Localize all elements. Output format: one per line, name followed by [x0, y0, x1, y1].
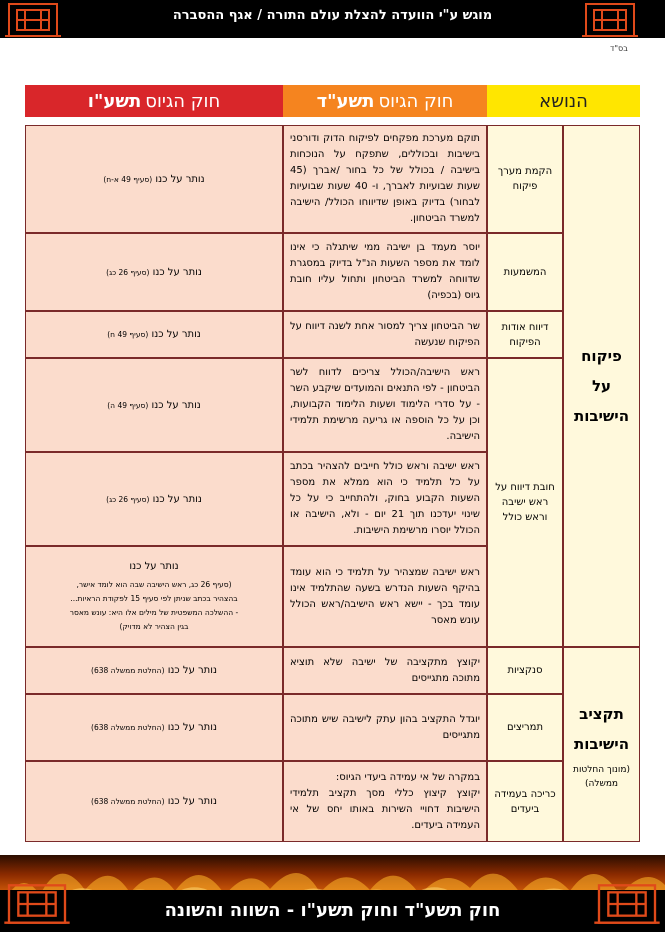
law76-cell	[25, 761, 283, 842]
law74-cell: ראש ישיבה שמצהיר על תלמיד כי הוא עומד בהיקף השעות הנדרש בשעה שהתלמיד אינו עומד בכך - יישא ראש הישיבה/ראש הכולל עונש מאסר	[283, 546, 487, 647]
section-title-line: על	[591, 377, 612, 395]
law74-text: יקוצץ קיצוץ כללי מסך תקציב תלמידי הישיבות דחויי השירות באותו יחס של אי העמידה ביעדים.	[290, 787, 480, 831]
law76-status: נותר על כנו	[167, 796, 217, 807]
column-header-law-prefix: חוק הגיוס	[145, 90, 221, 112]
law76-status: נותר על כנו	[167, 722, 217, 733]
column-header-year: תשע"ד	[316, 90, 375, 112]
law76-status: נותר על כנו	[155, 173, 205, 185]
law76-note: (סעיף 49 ח)	[107, 330, 149, 339]
law76-status: נותר על כנו	[129, 560, 179, 572]
law76-note-line: בגין הצהיר לא מדויק)	[119, 621, 189, 631]
subtopic-cell: דיווח אודות הפיקוח	[487, 311, 563, 358]
law76-cell	[25, 647, 283, 694]
law76-note: (סעיף 49 א-ח)	[103, 174, 153, 184]
law76-status: נותר על כנו	[151, 329, 201, 340]
column-header-law-5776	[25, 85, 283, 117]
law76-note-line: (סעיף 26 כג, ראש הישיבה שבה הוא לומד אישר,	[76, 579, 232, 589]
law74-text-line: במקרה של אי עמידה ביעדי הגיוס:	[335, 771, 480, 783]
section-title-line: הישיבות	[573, 734, 630, 753]
law76-note: (החלטת ממשלה 638)	[91, 797, 165, 806]
section-title-line: פיקוח	[581, 347, 622, 365]
column-header-topic: הנושא	[487, 85, 640, 117]
law76-status: נותר על כנו	[151, 399, 201, 411]
law76-cell	[25, 452, 283, 546]
subtopic-cell: חובת דיווח על ראש ישיבה וראש כולל	[487, 358, 563, 647]
law76-note: (סעיף 49 ה)	[107, 400, 149, 410]
law74-cell: יוסר מעמד בן ישיבה ממי שיתגלה כי אינו לומד את מספר השעות הנ"ל בדיוק במסגרת שדווחה למשרד הביטחון ותחול עליו חובת גיוס (בכפיה)	[283, 233, 487, 311]
column-header-year: תשע"ו	[87, 90, 142, 112]
subtopic-cell: סנקציות	[487, 647, 563, 694]
header-title: מוגש ע"י הוועדה להצלת עולם התורה / אגף ההסברה	[172, 8, 493, 23]
law74-cell: יקוצץ מתקציבה של ישיבה שלא תוציא מתוכה מתגייסים	[283, 647, 487, 694]
bsd-mark: בס"ד	[610, 44, 628, 53]
subtopic-cell: המשמעות	[487, 233, 563, 311]
law76-cell	[25, 311, 283, 358]
law76-note: (החלטת ממשלה 638)	[91, 666, 165, 675]
column-header-law-prefix: חוק הגיוס	[378, 90, 454, 112]
section-title-budget	[563, 647, 640, 842]
law76-status: נותר על כנו	[152, 266, 202, 278]
law76-status: נותר על כנו	[167, 665, 217, 676]
section-title-line: הישיבות	[573, 407, 630, 425]
law76-note: (החלטת ממשלה 638)	[91, 723, 165, 732]
law76-note: (סעיף 26 כג)	[106, 267, 150, 277]
subtopic-cell: כריכה בעמידה ביעדים	[487, 761, 563, 842]
law74-cell: ראש ישיבה וראש כולל חייבים להצהיר בכתב על כל תלמיד כי הוא ממלא את מספר השעות הקבוע בחוק, ולהתחייב כי על כל שינוי יעדכנו תוך 21 יום - ולא, הישיבה או הכולל יוסרו מרשימת הישיבות.	[283, 452, 487, 546]
law76-cell	[25, 694, 283, 761]
law74-cell: תוקם מערכת מפקחים לפיקוח הדוק ודורסני בישיבות ובכוללים, שתפקח על הנוכחות בישיבה / בכולל של כל בחור /אברך (45 שעות שבועיות לאברך, ו- 40 שעות שבועיות לבחור) בדיוק באופן שדיווחו הכולל/ הישיבה למשרד הביטחון.	[283, 125, 487, 233]
law76-status: נותר על כנו	[152, 493, 202, 505]
law74-cell: יוגדל התקציב בהון עתק לישיבה שיש מתוכה מתגייסים	[283, 694, 487, 761]
law76-note-line: - ההשלכה המשפטית של מילים אלו היא: עונש מאסר	[69, 607, 239, 617]
section-title-supervision	[563, 125, 640, 647]
law74-cell	[283, 761, 487, 842]
subtopic-cell: הקמת מערך פיקוח	[487, 125, 563, 233]
section-title-line: תקציב	[579, 704, 624, 723]
law76-note: (סעיף 26 כג)	[106, 494, 150, 504]
law74-cell: שר הביטחון צריך למסור אחת לשנה דיווח על הפיקוח שנעשה	[283, 311, 487, 358]
law76-cell	[25, 546, 283, 647]
law76-note-line: בהצהיר בכתב שניתן לפי סעיף 15 לפקודת הראיות...	[70, 593, 238, 603]
law76-cell	[25, 358, 283, 452]
law74-cell: ראש הישיבה/הכולל צריכים לדווח לשר הביטחון - לפי התנאים והמועדים שיקבע השר - על סדרי הלימוד ושעות הלימוד הקבועות, וכן על כל הוספה או גריעה מרשימת תלמידי הישיבה.	[283, 358, 487, 452]
section-subtitle: (מונוך החלטות ממשלה)	[573, 764, 630, 789]
law76-cell	[25, 125, 283, 233]
footer-title: חוק תשע"ד וחוק תשע"ו - השווה והשונה	[164, 900, 501, 921]
subtopic-cell: תמריצים	[487, 694, 563, 761]
law76-cell	[25, 233, 283, 311]
column-header-law-5774	[283, 85, 487, 117]
